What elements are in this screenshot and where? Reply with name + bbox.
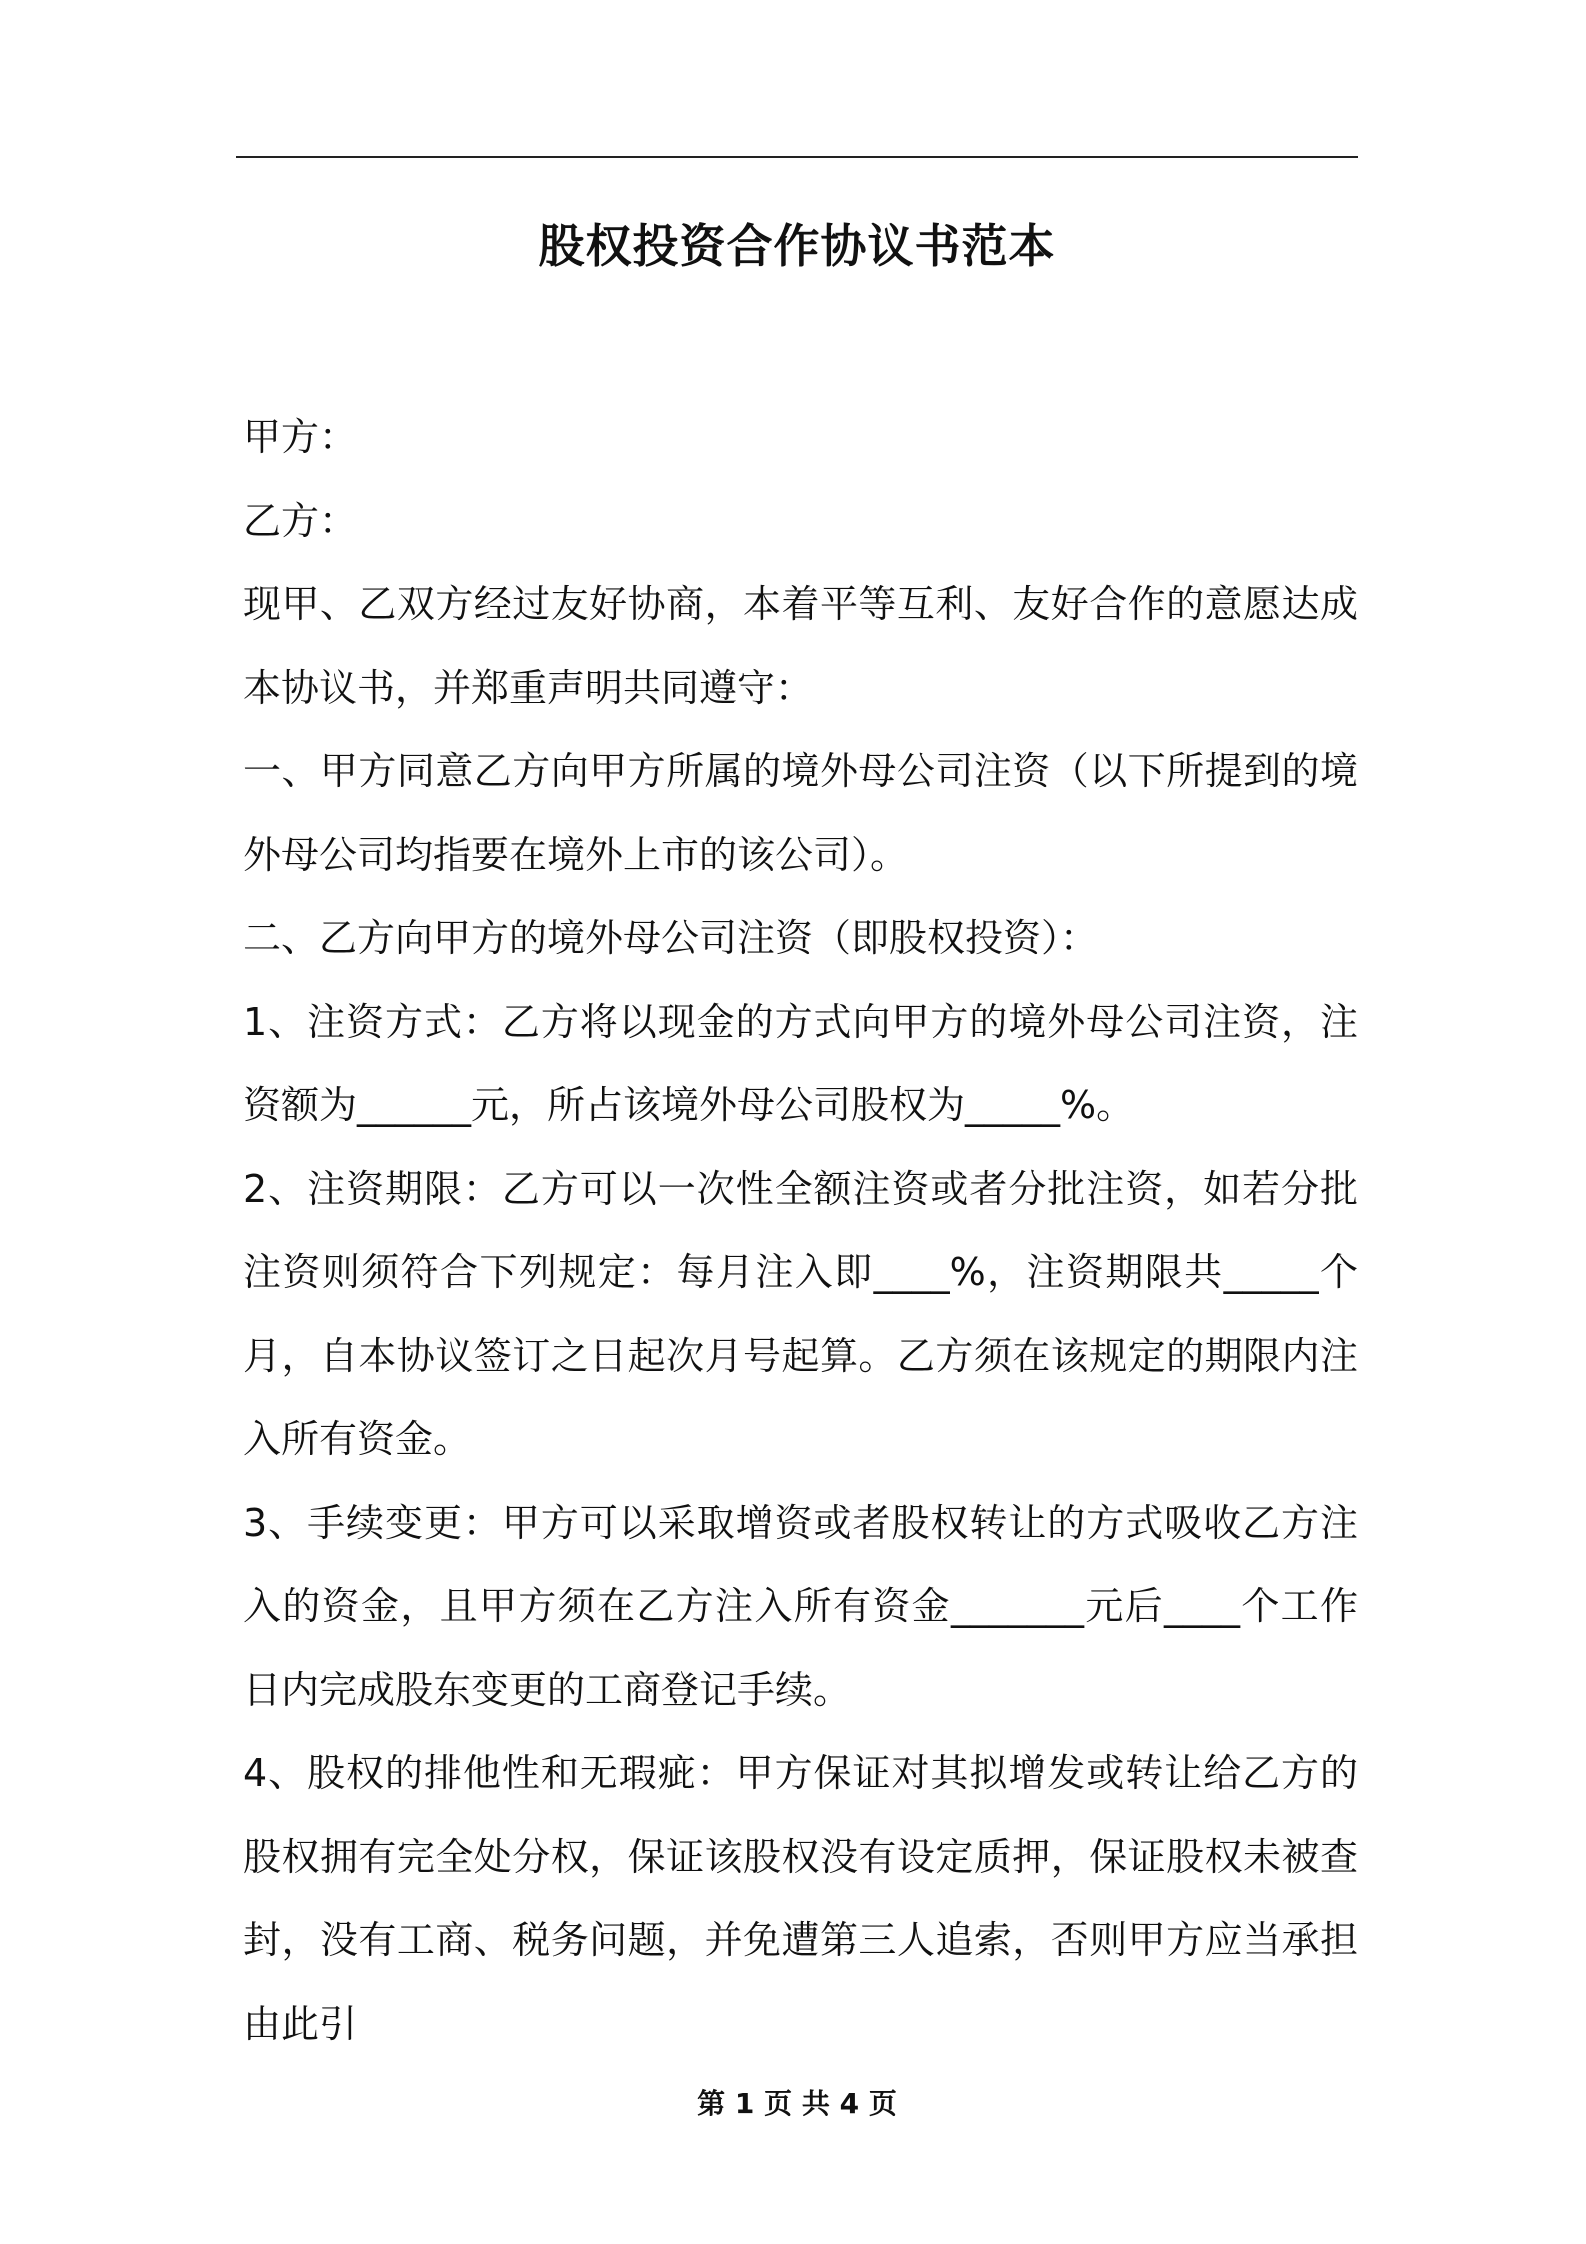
clause-2-4: 4、股权的排他性和无瑕疵：甲方保证对其拟增发或转让给乙方的股权拥有完全处分权，保证该股权没有设定质押，保证股权未被查封，没有工商、税务问题，并免遭第三人追索，否则甲方应当承担由此引 bbox=[243, 1751, 1358, 2046]
header-rule bbox=[236, 156, 1358, 158]
document-title: 股权投资合作协议书范本 bbox=[538, 219, 1056, 273]
preamble-paragraph: 现甲、乙双方经过友好协商，本着平等互利、友好合作的意愿达成本协议书，并郑重声明共同遵守： bbox=[243, 582, 1358, 710]
clause-two-heading: 二、乙方向甲方的境外母公司注资（即股权投资）： bbox=[243, 916, 1099, 960]
party-a-line: 甲方： bbox=[243, 415, 358, 459]
clause-2-1: 1、注资方式：乙方将以现金的方式向甲方的境外母公司注资，注资额为______元，所占该境外母公司股权为_____%。 bbox=[243, 999, 1358, 1127]
page-number-footer: 第 1 页 共 4 页 bbox=[697, 2087, 897, 2120]
party-b-line: 乙方： bbox=[243, 498, 358, 543]
clause-2-3: 3、手续变更：甲方可以采取增资或者股权转让的方式吸收乙方注入的资金，且甲方须在乙方注入所有资金_______元后____个工作日内完成股东变更的工商登记手续。 bbox=[243, 1500, 1358, 1712]
document-body bbox=[243, 396, 1358, 2066]
clause-one: 一、甲方同意乙方向甲方所属的境外母公司注资（以下所提到的境外母公司均指要在境外上市的该公司）。 bbox=[243, 749, 1358, 877]
clause-2-2: 2、注资期限：乙方可以一次性全额注资或者分批注资，如若分批注资则须符合下列规定：每月注入即____%，注资期限共_____个月，自本协议签订之日起次月号起算。乙方须在该规定的期限内注入所有资金。 bbox=[243, 1166, 1358, 1461]
